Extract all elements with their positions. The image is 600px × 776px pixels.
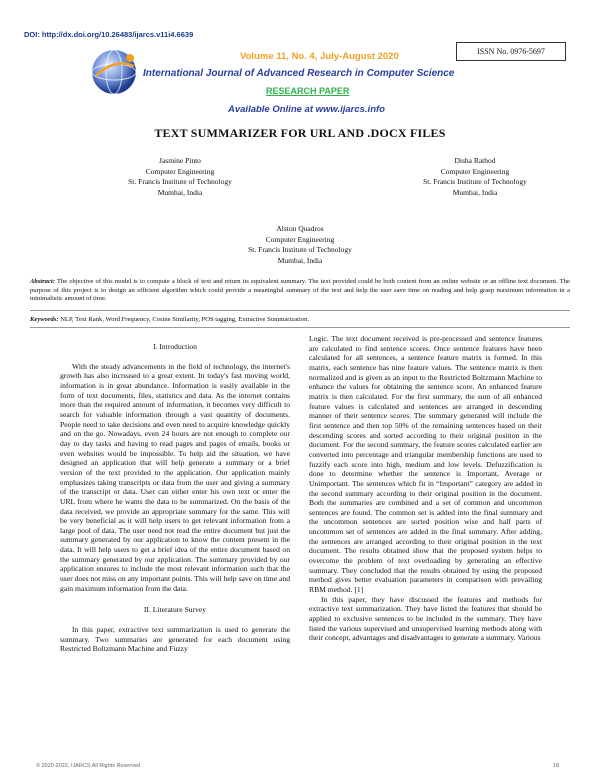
author-2	[405, 156, 545, 198]
author-inst: St. Francis Institute of Technology	[128, 177, 232, 186]
paper-type: RESEARCH PAPER	[266, 86, 350, 96]
copyright: © 2020-2022, IJARCS All Rights Reserved	[36, 763, 141, 769]
left-column	[60, 342, 290, 654]
author-name: Jasmine Pinto	[159, 156, 201, 165]
right-column	[309, 334, 542, 643]
issn-box	[456, 42, 566, 61]
issn-text: ISSN No. 0976-5697	[477, 47, 545, 56]
author-dept: Computer Engineering	[440, 166, 510, 176]
author-name: Alston Quadros	[276, 224, 324, 233]
literature-paragraph: In this paper, extractive text summarization is used to generate the summary. Two summaries are generated for each document using Restricted Boltzmann Machine and Fuzzy	[60, 625, 290, 654]
divider	[30, 310, 570, 311]
author-dept: Computer Engineering	[265, 234, 335, 244]
author-dept: Computer Engineering	[145, 166, 215, 176]
author-inst: St. Francis Institute of Technology	[423, 177, 527, 186]
section-heading-introduction: I. Introduction	[153, 342, 197, 351]
author-loc: Mumbai, India	[452, 187, 498, 197]
right-paragraph-2: In this paper, they have discussed the features and methods for extractive text summarization. They have listed the features that should be applied to exclusive sentences to be included in the summary. They have listed the various supervised and unsupervised learning methods along with their concept, advantages and disadvantages to generate a summary. Various	[309, 594, 542, 643]
author-loc: Mumbai, India	[157, 187, 203, 197]
journal-logo-icon	[88, 46, 140, 98]
volume-info: Volume 11, No. 4, July-August 2020	[240, 51, 399, 62]
available-online: Available Online at www.ijarcs.info	[228, 104, 385, 115]
abstract-label: Abstract:	[30, 278, 55, 285]
keywords-text: NLP, Text Rank, Word Frequency, Cosine Similarity, POS tagging, Extractive Summarization.	[60, 316, 310, 323]
right-paragraph-1: Logic. The text document received is pre-processed and sentence features are calculated to find sentence scores. Once sentence features have been calculated for all sentences, a sentence feature matrix is formed. In this matrix, each sentence has nine feature values. The sentence matrix is then normalized and is given as an input to the Restricted Boltzmann Machine to enhance the values for obtaining the sentence score. An enhanced feature matrix is then calculated. For the first summary, the sum of all enhanced feature values is calculated and sentences are arranged in descending manner of their sentence scores. The summary generated will include the first sentence and then top 50% of the remaining sentences based on their descending scores and sorted according to their original position in the document. For the second summary, the feature scores calculated earlier are converted into percentage and triangular membership functions are used to fuzzify each score into high, medium and low levels. Defuzzification is done to determine whether the sentence is Important, Average or Unimportant. The sentences which fit in “Important” category are added in the second summary according to their original position in the document. Both the summaries are combined and a set of common and uncommon sentences are found. The common set is added into the final summary and the uncommon sentences are sorted position wise and half parts of uncommon set of sentences are added in the final summary. After adding, the sentences are arranged according to their original position in the text document. The results obtained show that the proposed system helps to overcome the problem of text overloading by generating an effective summary. They concluded that the results obtained by using the proposed method gives better evaluation parameters in comparison with prevailing RBM method. [1]	[309, 334, 542, 595]
intro-paragraph: With the steady advancements in the field of technology, the internet's growth has also increased to a great extent. In today's fast moving world, information is in great abundance. Information is easily available in the form of text documents, files, statistics and data. As the internet contains more than the required amount of information, it becomes very difficult to search for valuable information through a vast quantity of documents. People need to take decisions and even need to acquire knowledge quickly and on the go. Nowadays, even 24 hours are not enough to complete our day to day tasks and having to read pages and pages of emails, books or even websites would be impossible. To help aid the situation, we have designed an application that will help generate a summary or a brief version of the text provided to the application. Our application mainly emphasizes taking transcripts or data from the user and giving a summary of the transcript or data. User can either enter his own text or enter the URL from where he wants the data to be summarized. On the basis of the data received, we provide an appropriate summary for the same. This will be very beneficial as it will help users to get relevant information from a large pool of data. The user need not read the entire document but just the summary generated by our application to know the content present in the data. It will help users to get a brief idea of the entire document based on the summary generated by our application. The summary provided by our application ensures to include the most relevant information such that the user does not miss on any important points. This will help save on time and gain maximum information from the data.	[60, 361, 290, 593]
paper-title: TEXT SUMMARIZER FOR URL AND .DOCX FILES	[154, 126, 446, 140]
page-number: 18	[553, 763, 560, 769]
abstract-text: The objective of this model is to compute a block of text and return its equivalent summary. The text provided could be both content from an online website or an offline text document. The purpose of this project is to design an efficient algorithm which could provide a meaningful summary of the text and help the user save time on reading and help grasp maximum information in a minimalistic amount of time.	[30, 278, 570, 303]
author-1	[110, 156, 250, 198]
divider	[30, 327, 570, 328]
doi-link[interactable]: DOI: http://dx.doi.org/10.26483/ijarcs.v11i4.6639	[24, 30, 194, 39]
author-loc: Mumbai, India	[277, 255, 323, 265]
section-heading-literature: II. Literature Survey	[143, 605, 207, 615]
author-inst: St. Francis Institute of Technology	[248, 245, 352, 254]
abstract	[30, 278, 570, 304]
author-name: Disha Rathod	[454, 156, 496, 165]
journal-name: International Journal of Advanced Research in Computer Science	[143, 68, 455, 79]
keywords-label: Keywords:	[30, 316, 59, 323]
keywords	[30, 316, 570, 325]
author-3	[230, 224, 370, 266]
